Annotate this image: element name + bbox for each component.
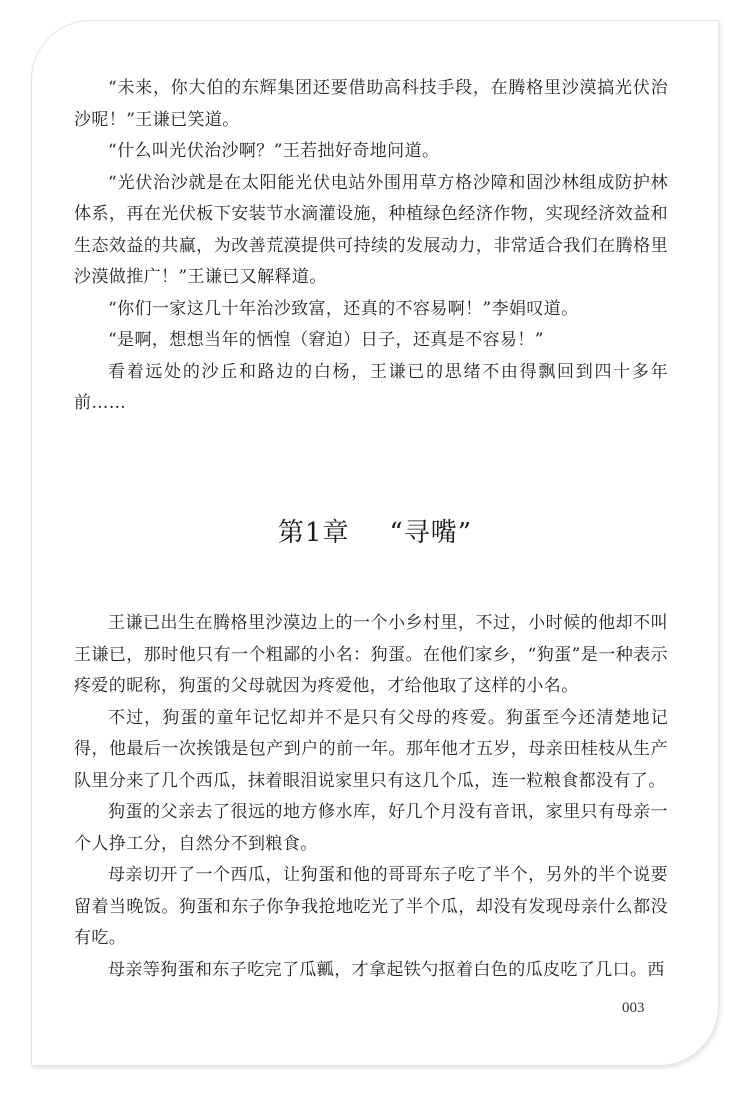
paragraph: 狗蛋的父亲去了很远的地方修水库，好几个月没有音讯，家里只有母亲一个人挣工分，自然分不到粮食。 — [74, 802, 668, 854]
paragraph: 不过，狗蛋的童年记忆却并不是只有父母的疼爱。狗蛋至今还清楚地记得，他最后一次挨饿是包产到户的前一年。那年他才五岁，母亲田桂枝从生产队里分来了几个西瓜，抹着眼泪说家里只有这几个瓜，连一粒粮食都没有了。 — [74, 707, 668, 791]
prologue-text — [74, 73, 668, 420]
paragraph: 母亲切开了一个西瓜，让狗蛋和他的哥哥东子吃了半个，另外的半个说要留着当晚饭。狗蛋和东子你争我抢地吃光了半个瓜，却没有发现母亲什么都没有吃。 — [74, 865, 668, 948]
paragraph: 看着远处的沙丘和路边的白杨，王谦已的思绪不由得飘回到四十多年前…… — [74, 361, 668, 413]
chapter-title: “寻嘴” — [389, 518, 473, 548]
paragraph: “是啊，想想当年的恓惶（窘迫）日子，还真是不容易！” — [108, 330, 544, 350]
paragraph: “未来，你大伯的东辉集团还要借助高科技手段，在腾格里沙漠搞光伏治沙呢！”王谦已笑道。 — [74, 78, 668, 130]
page-number: 003 — [622, 1000, 645, 1016]
paragraph: “什么叫光伏治沙啊？”王若拙好奇地问道。 — [108, 141, 440, 161]
chapter-heading — [0, 512, 750, 549]
chapter-body-text — [74, 608, 668, 986]
paragraph: 母亲等狗蛋和东子吃完了瓜瓤，才拿起铁勺抠着白色的瓜皮吃了几口。西 — [108, 959, 665, 980]
paragraph: 王谦已出生在腾格里沙漠边上的一个小乡村里，不过，小时候的他却不叫王谦已，那时他只有一个粗鄙的小名：狗蛋。在他们家乡，“狗蛋”是一种表示疼爱的昵称，狗蛋的父母就因为疼爱他，才给他取了这样的小名。 — [74, 613, 668, 696]
paragraph: “你们一家这几十年治沙致富，还真的不容易啊！”李娟叹道。 — [108, 298, 579, 319]
paragraph: “光伏治沙就是在太阳能光伏电站外围用草方格沙障和固沙林组成防护林体系，再在光伏板下安装节水滴灌设施，种植绿色经济作物，实现经济效益和生态效益的共赢，为改善荒漠提供可持续的发展动力，非常适合我们在腾格里沙漠做推广！”王谦已又解释道。 — [74, 172, 668, 287]
chapter-number: 第1章 — [277, 518, 350, 548]
